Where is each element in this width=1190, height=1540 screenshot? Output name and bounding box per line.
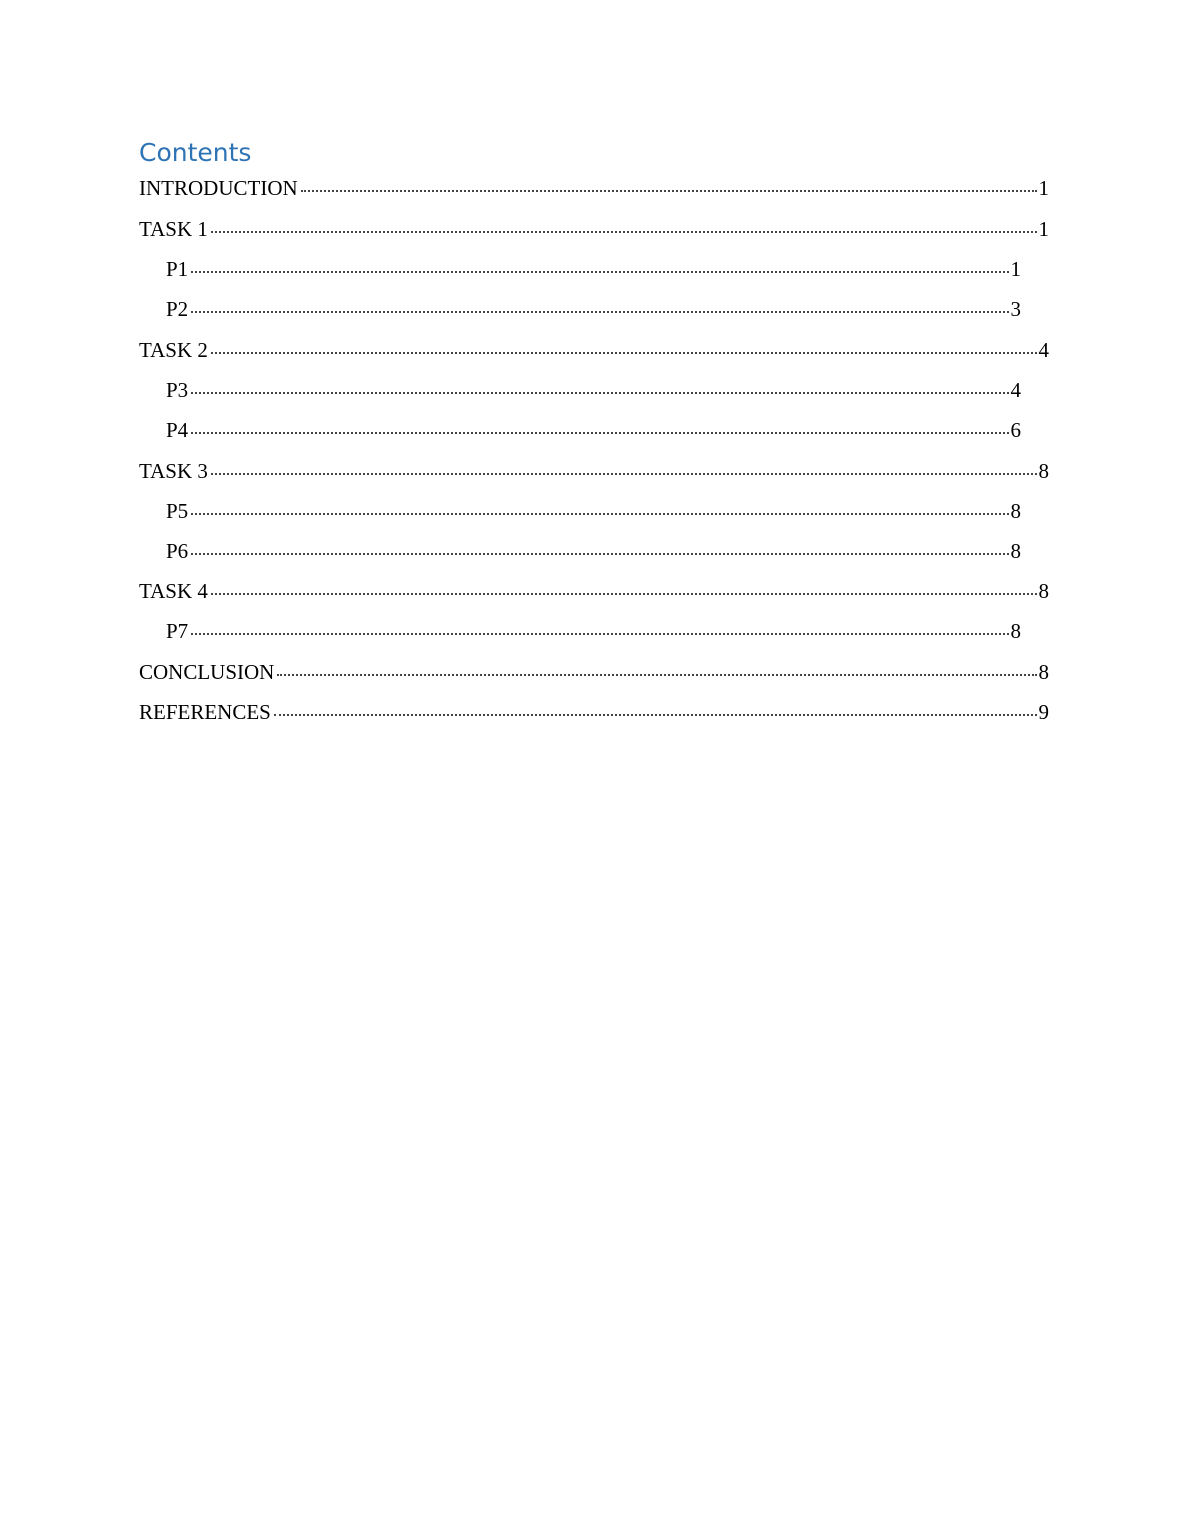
toc-entry-label: REFERENCES bbox=[139, 700, 271, 724]
toc-entry-task-1[interactable] bbox=[139, 214, 1049, 244]
toc-page-number: 1 bbox=[1038, 217, 1049, 241]
toc-entry-p5[interactable] bbox=[166, 496, 1021, 526]
toc-entry-label: P3 bbox=[166, 378, 189, 402]
toc-entry-task-3[interactable] bbox=[139, 456, 1049, 486]
toc-dot-leader bbox=[277, 674, 1036, 676]
toc-entry-label: TASK 4 bbox=[139, 579, 208, 603]
toc-page-number: 8 bbox=[1038, 660, 1049, 684]
toc-dot-leader bbox=[191, 553, 1008, 555]
toc-entry-p7[interactable] bbox=[166, 616, 1021, 646]
toc-page-number: 8 bbox=[1038, 579, 1049, 603]
toc-page-number: 8 bbox=[1038, 459, 1049, 483]
toc-entry-label: TASK 1 bbox=[139, 217, 208, 241]
toc-page-number: 8 bbox=[1010, 619, 1021, 643]
toc-entry-p6[interactable] bbox=[166, 536, 1021, 566]
toc-page-number: 1 bbox=[1010, 257, 1021, 281]
toc-entry-label: P1 bbox=[166, 257, 189, 281]
toc-entry-label: CONCLUSION bbox=[139, 660, 275, 684]
toc-dot-leader bbox=[211, 473, 1037, 475]
toc-dot-leader bbox=[191, 432, 1008, 434]
toc-page-number: 6 bbox=[1010, 418, 1021, 442]
toc-dot-leader bbox=[211, 352, 1037, 354]
toc-dot-leader bbox=[191, 311, 1008, 313]
toc-entry-label: TASK 2 bbox=[139, 338, 208, 362]
toc-entry-label: P2 bbox=[166, 297, 189, 321]
toc-dot-leader bbox=[191, 513, 1008, 515]
toc-page-number: 3 bbox=[1010, 297, 1021, 321]
toc-entry-label: P4 bbox=[166, 418, 189, 442]
toc-entry-p1[interactable] bbox=[166, 254, 1021, 284]
toc-dot-leader bbox=[274, 714, 1037, 716]
toc-title: Contents bbox=[139, 138, 252, 167]
toc-entry-references[interactable] bbox=[139, 697, 1049, 727]
toc-page-number: 8 bbox=[1010, 499, 1021, 523]
toc-page-number: 1 bbox=[1038, 176, 1049, 200]
toc-entry-introduction[interactable] bbox=[139, 173, 1049, 203]
toc-entry-p4[interactable] bbox=[166, 415, 1021, 445]
toc-page-number: 4 bbox=[1010, 378, 1021, 402]
toc-entry-label: P5 bbox=[166, 499, 189, 523]
toc-dot-leader bbox=[211, 593, 1037, 595]
toc-entry-task-2[interactable] bbox=[139, 335, 1049, 365]
toc-entry-p2[interactable] bbox=[166, 294, 1021, 324]
toc-entry-label: P7 bbox=[166, 619, 189, 643]
toc-page-number: 8 bbox=[1010, 539, 1021, 563]
toc-entry-task-4[interactable] bbox=[139, 576, 1049, 606]
toc-dot-leader bbox=[301, 190, 1037, 192]
toc-dot-leader bbox=[211, 231, 1037, 233]
toc-dot-leader bbox=[191, 633, 1008, 635]
toc-entry-label: TASK 3 bbox=[139, 459, 208, 483]
toc-dot-leader bbox=[191, 271, 1008, 273]
toc-entry-label: P6 bbox=[166, 539, 189, 563]
toc-page-number: 4 bbox=[1038, 338, 1049, 362]
toc-entry-label: INTRODUCTION bbox=[139, 176, 298, 200]
toc-dot-leader bbox=[191, 392, 1008, 394]
toc-page-number: 9 bbox=[1038, 700, 1049, 724]
toc-entry-conclusion[interactable] bbox=[139, 657, 1049, 687]
toc-entry-p3[interactable] bbox=[166, 375, 1021, 405]
